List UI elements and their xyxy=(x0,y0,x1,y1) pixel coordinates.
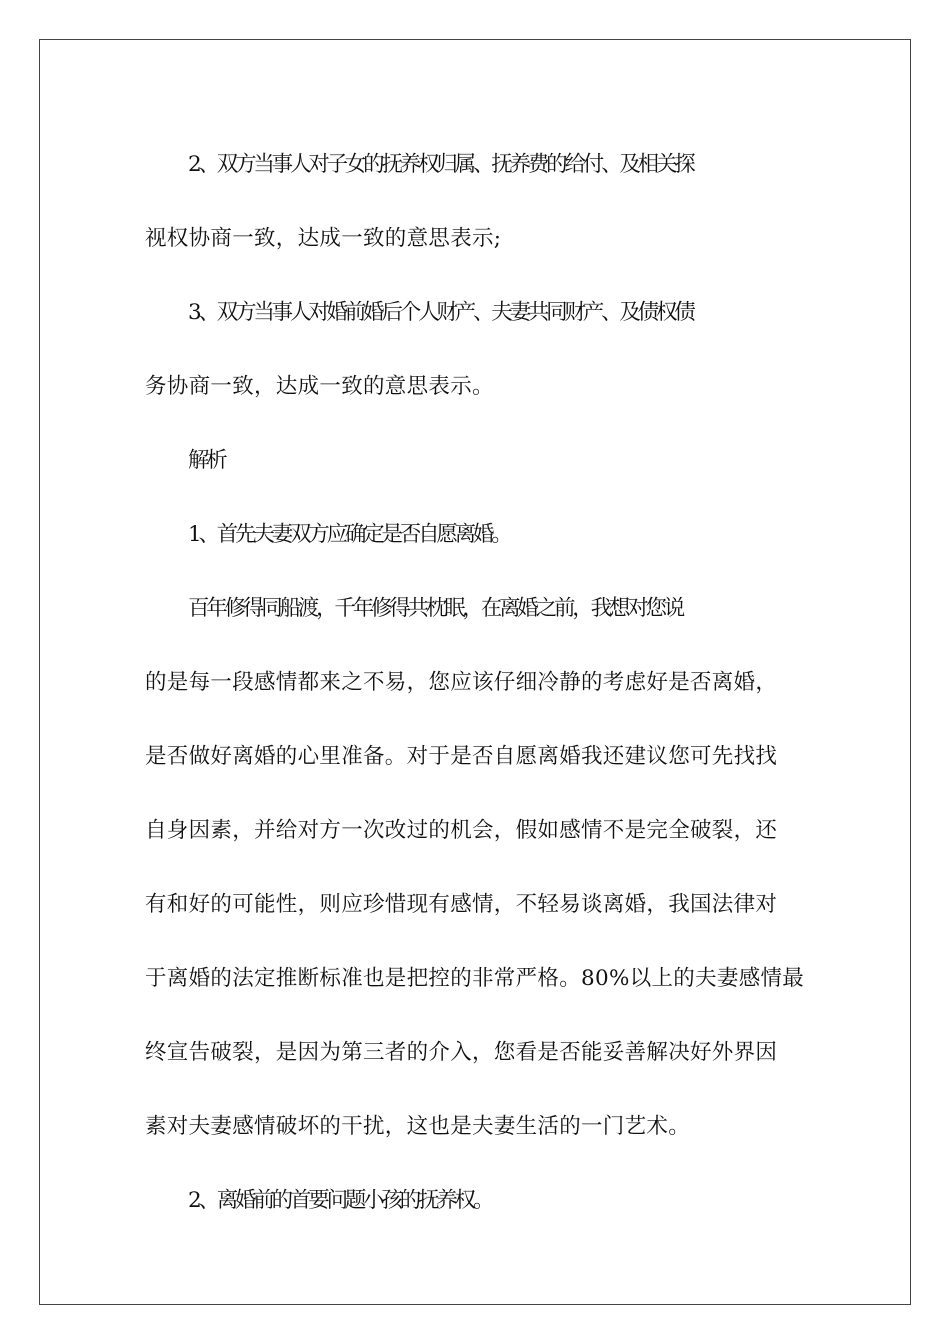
text-line: 1、首先夫妻双方应确定是否自愿离婚。 xyxy=(188,522,510,547)
paragraph-voluntary-divorce xyxy=(145,498,810,572)
text-line: 百年修得同船渡，千年修得共枕眠，在离婚之前，我想对您说 xyxy=(188,596,683,621)
text-line: 2、双方当事人对子女的抚养权归属、抚养费的给付、及相关探 xyxy=(188,152,693,177)
document-body xyxy=(145,128,810,1238)
text-line: 务协商一致，达成一致的意思表示。 xyxy=(145,374,494,399)
paragraph-advice xyxy=(145,572,810,1164)
text-line: 2、离婚前的首要问题小孩的抚养权。 xyxy=(188,1188,492,1213)
paragraph-child-custody xyxy=(145,1164,810,1238)
text-line: 是否做好离婚的心里准备。对于是否自愿离婚我还建议您可先找找 xyxy=(145,744,778,769)
text-line: 素对夫妻感情破坏的干扰，这也是夫妻生活的一门艺术。 xyxy=(145,1114,691,1139)
section-heading-analysis xyxy=(145,424,810,498)
paragraph-property-agreement xyxy=(145,276,810,424)
text-line: 终宣告破裂，是因为第三者的介入，您看是否能妥善解决好外界因 xyxy=(145,1040,778,1065)
text-line: 视权协商一致，达成一致的意思表示; xyxy=(145,226,502,251)
text-line: 3、双方当事人对婚前婚后个人财产、夫妻共同财产、及债权债 xyxy=(188,300,693,325)
paragraph-custody-agreement xyxy=(145,128,810,276)
text-line: 自身因素，并给对方一次改过的机会，假如感情不是完全破裂，还 xyxy=(145,818,778,843)
text-line: 解析 xyxy=(188,448,225,473)
text-line: 的是每一段感情都来之不易，您应该仔细冷静的考虑好是否离婚， xyxy=(145,670,778,695)
text-line: 有和好的可能性，则应珍惜现有感情，不轻易谈离婚，我国法律对 xyxy=(145,892,778,917)
text-line: 于离婚的法定推断标准也是把控的非常严格。80%以上的夫妻感情最 xyxy=(145,966,805,991)
